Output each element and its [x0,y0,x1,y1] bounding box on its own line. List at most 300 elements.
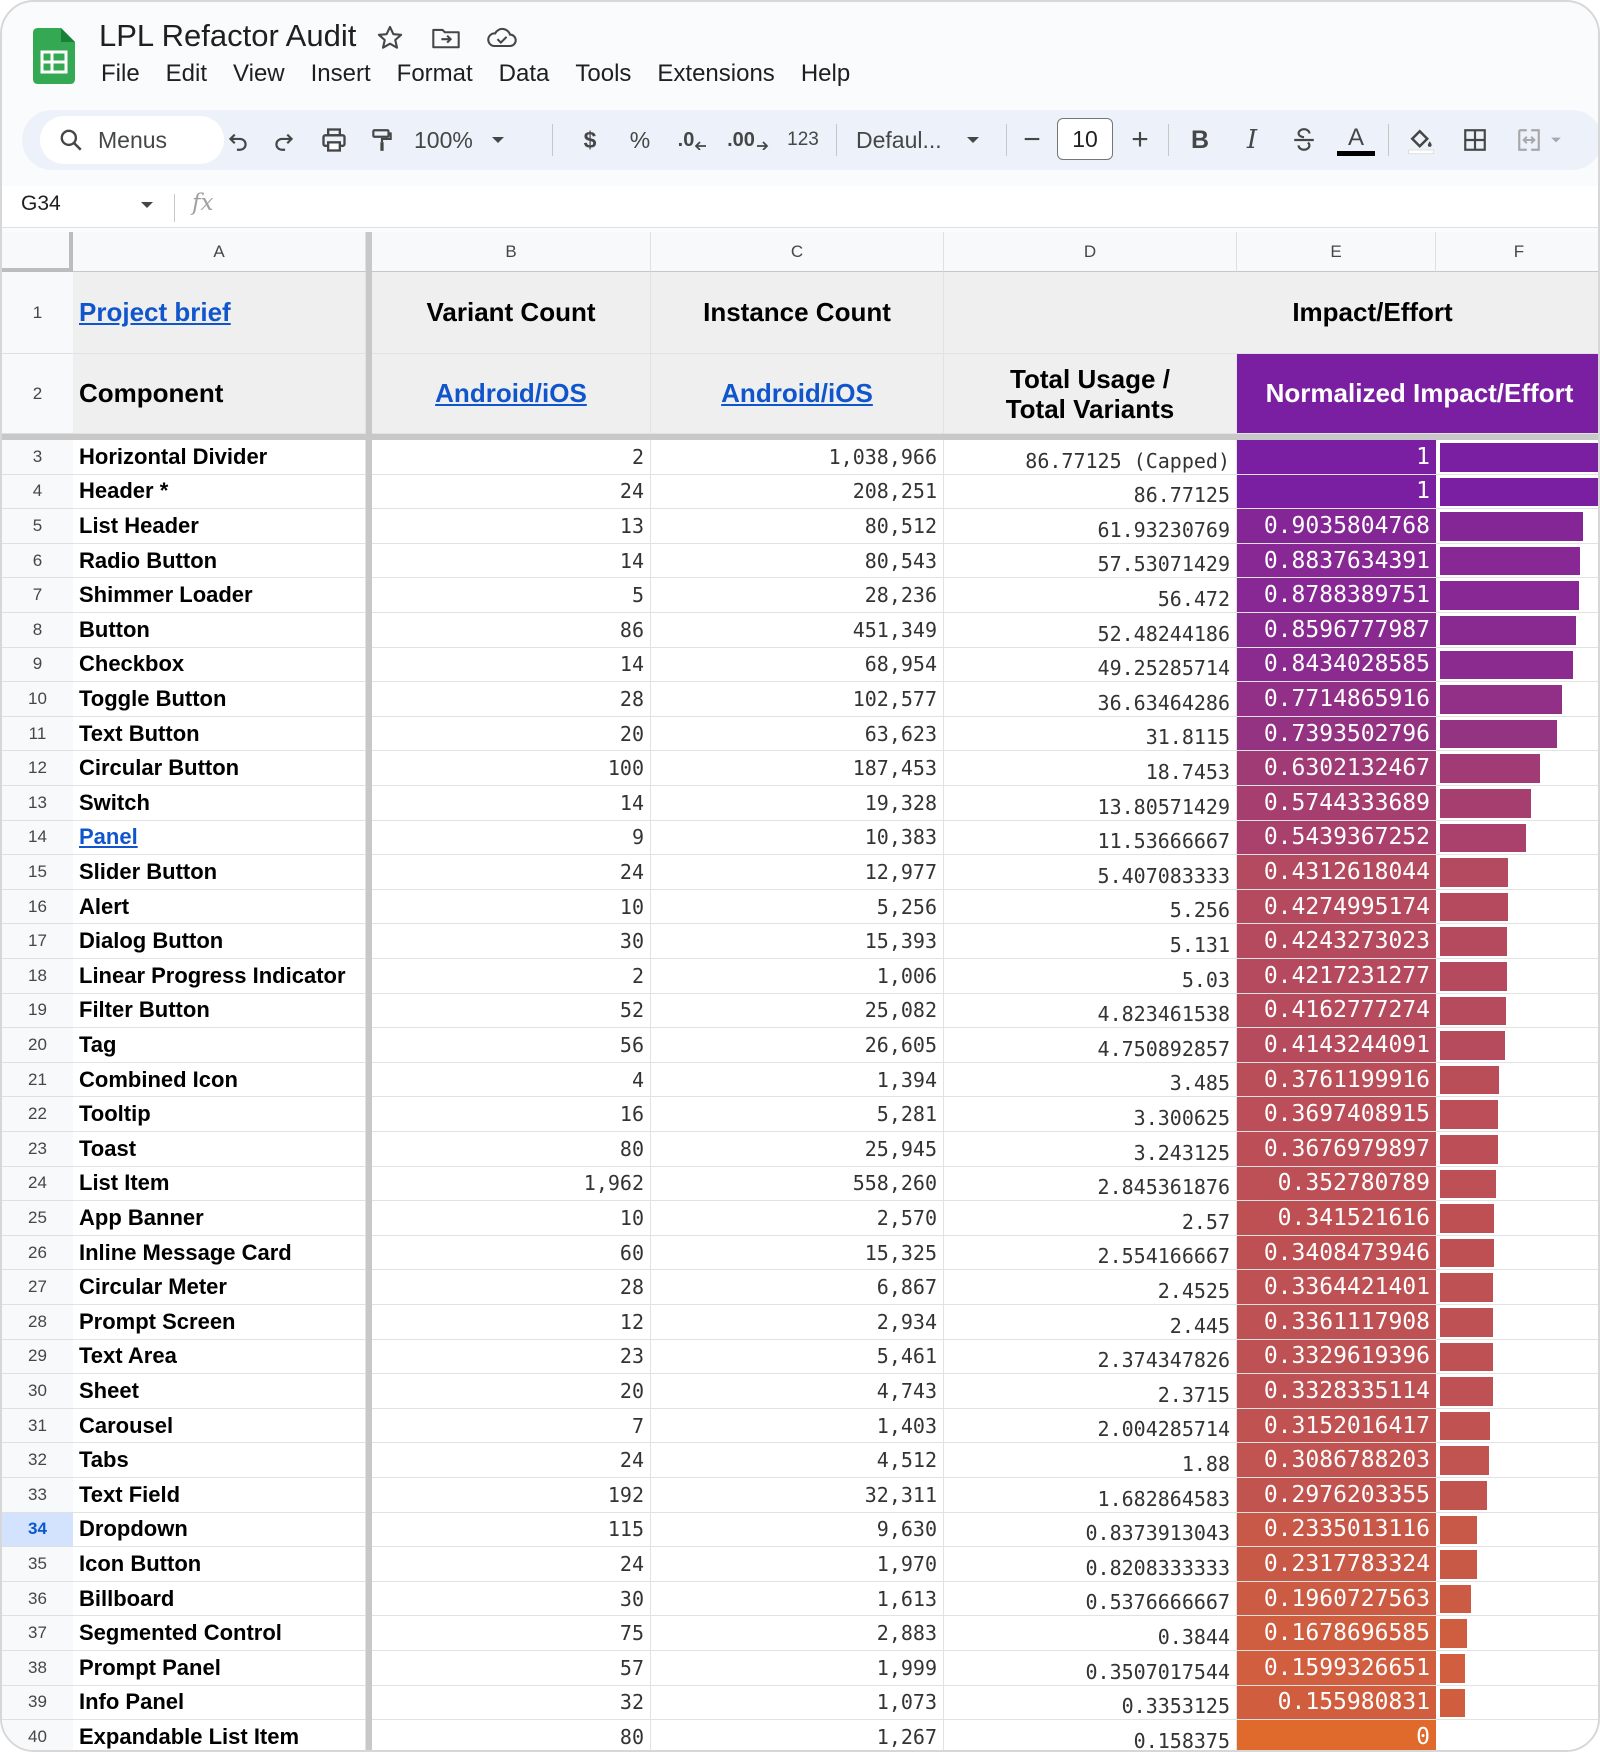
instance-count-cell[interactable]: 558,260 [651,1167,944,1202]
row-header[interactable]: 24 [2,1167,73,1202]
bar-cell[interactable] [1436,1236,1600,1271]
column-header-f[interactable]: F [1436,232,1600,272]
impact-effort-cell[interactable]: 56.472 [944,578,1237,613]
normalized-value-cell[interactable]: 0.4162777274 [1237,994,1436,1029]
instance-count-cell[interactable]: 1,267 [651,1720,944,1752]
bar-cell[interactable] [1436,1513,1600,1548]
component-cell[interactable] [73,613,366,648]
menu-help[interactable]: Help [800,60,851,87]
impact-effort-cell[interactable]: 5.03 [944,959,1237,994]
impact-effort-cell[interactable]: 4.750892857 [944,1028,1237,1063]
impact-effort-cell[interactable]: 5.131 [944,924,1237,959]
instance-count-cell[interactable]: 1,613 [651,1582,944,1617]
component-cell[interactable] [73,1686,366,1721]
normalized-value-cell[interactable]: 0.2335013116 [1237,1513,1436,1548]
component-cell[interactable] [73,1409,366,1444]
variant-count-cell[interactable]: 60 [372,1236,651,1271]
instance-count-cell[interactable]: 80,512 [651,509,944,544]
variant-count-cell[interactable]: 10 [372,890,651,925]
normalized-value-cell[interactable]: 0.3152016417 [1237,1409,1436,1444]
impact-effort-cell[interactable]: 36.63464286 [944,682,1237,717]
zoom-select[interactable] [414,118,524,162]
instance-count-cell[interactable]: 1,970 [651,1547,944,1582]
column-header-e[interactable]: E [1237,232,1436,272]
impact-effort-cell[interactable]: 0.3844 [944,1616,1237,1651]
bar-cell[interactable] [1436,1409,1600,1444]
instance-count-cell[interactable]: 1,038,966 [651,440,944,475]
row-header[interactable]: 14 [2,821,73,856]
project-brief-link-text[interactable]: Project brief [79,297,231,327]
menu-extensions[interactable]: Extensions [657,60,775,87]
instance-count-cell[interactable]: 102,577 [651,682,944,717]
bar-cell[interactable] [1436,1063,1600,1098]
row-header[interactable]: 21 [2,1063,73,1098]
row-header[interactable]: 35 [2,1547,73,1582]
normalized-value-cell[interactable]: 0.2976203355 [1237,1478,1436,1513]
variant-count-cell[interactable]: 9 [372,821,651,856]
normalized-value-cell[interactable]: 0.3364421401 [1237,1270,1436,1305]
variant-count-cell[interactable]: 24 [372,1547,651,1582]
impact-effort-cell[interactable]: 49.25285714 [944,648,1237,683]
variant-count-cell[interactable]: 20 [372,1374,651,1409]
menu-insert[interactable]: Insert [310,60,371,87]
row-header[interactable]: 15 [2,855,73,890]
column-header-b[interactable]: B [372,232,651,272]
normalized-value-cell[interactable]: 0.3676979897 [1237,1132,1436,1167]
column-header-c[interactable]: C [651,232,944,272]
variant-platform-link[interactable] [372,354,651,434]
font-family-select[interactable] [856,118,1016,162]
impact-effort-cell[interactable]: 2.4525 [944,1270,1237,1305]
instance-count-cell[interactable]: 25,945 [651,1132,944,1167]
variant-count-cell[interactable]: 2 [372,959,651,994]
impact-effort-cell[interactable]: 1.682864583 [944,1478,1237,1513]
row-header[interactable]: 26 [2,1236,73,1271]
bar-cell[interactable] [1436,1340,1600,1375]
instance-count-cell[interactable]: 5,461 [651,1340,944,1375]
normalized-value-cell[interactable]: 0.7714865916 [1237,682,1436,717]
variant-count-cell[interactable]: 80 [372,1132,651,1167]
name-box[interactable]: G34 [21,192,61,215]
component-cell[interactable] [73,717,366,752]
component-link[interactable]: Panel [79,824,138,850]
variant-count-cell[interactable]: 24 [372,1443,651,1478]
variant-count-cell[interactable]: 32 [372,1686,651,1721]
impact-effort-cell[interactable]: 61.93230769 [944,509,1237,544]
row-header[interactable]: 36 [2,1582,73,1617]
row-header[interactable]: 3 [2,440,73,475]
percent-format-button[interactable]: % [629,126,651,153]
instance-count-cell[interactable]: 63,623 [651,717,944,752]
normalized-value-cell[interactable]: 0.3761199916 [1237,1063,1436,1098]
row-header[interactable]: 30 [2,1374,73,1409]
bar-cell[interactable] [1436,855,1600,890]
component-cell[interactable] [73,1443,366,1478]
component-cell[interactable] [73,1097,366,1132]
component-cell[interactable] [73,509,366,544]
row-header[interactable]: 37 [2,1616,73,1651]
impact-effort-cell[interactable]: 5.407083333 [944,855,1237,890]
variant-platform-link-text[interactable]: Android/iOS [435,378,587,408]
normalized-value-cell[interactable]: 0.341521616 [1237,1201,1436,1236]
normalized-value-cell[interactable]: 0.8837634391 [1237,544,1436,579]
normalized-value-cell[interactable]: 0.4243273023 [1237,924,1436,959]
bar-cell[interactable] [1436,1547,1600,1582]
instance-count-cell[interactable]: 208,251 [651,475,944,510]
variant-count-cell[interactable]: 23 [372,1340,651,1375]
variant-count-cell[interactable]: 24 [372,855,651,890]
variant-count-cell[interactable]: 7 [372,1409,651,1444]
borders-icon[interactable] [1454,118,1496,162]
instance-count-cell[interactable]: 28,236 [651,578,944,613]
row-header[interactable]: 23 [2,1132,73,1167]
bar-cell[interactable] [1436,1167,1600,1202]
normalized-value-cell[interactable]: 0.3697408915 [1237,1097,1436,1132]
bar-cell[interactable] [1436,544,1600,579]
row-header[interactable]: 17 [2,924,73,959]
row-header[interactable]: 7 [2,578,73,613]
normalized-value-cell[interactable]: 0 [1237,1720,1436,1752]
row-header[interactable]: 18 [2,959,73,994]
row-header[interactable]: 16 [2,890,73,925]
formula-input[interactable] [232,192,1572,222]
text-color-button[interactable] [1334,118,1378,162]
row-header[interactable]: 5 [2,509,73,544]
bar-cell[interactable] [1436,1305,1600,1340]
row-header[interactable]: 12 [2,751,73,786]
component-cell[interactable] [73,475,366,510]
normalized-value-cell[interactable]: 1 [1237,475,1436,510]
instance-count-cell[interactable]: 80,543 [651,544,944,579]
component-cell[interactable] [73,1616,366,1651]
variant-count-cell[interactable]: 75 [372,1616,651,1651]
menu-edit[interactable]: Edit [165,60,208,87]
cloud-status-icon[interactable] [486,22,518,54]
row-header[interactable]: 28 [2,1305,73,1340]
impact-effort-cell[interactable]: 2.374347826 [944,1340,1237,1375]
normalized-value-cell[interactable]: 0.3086788203 [1237,1443,1436,1478]
row-header[interactable]: 34 [2,1513,73,1548]
star-icon[interactable] [374,22,406,54]
bar-cell[interactable] [1436,994,1600,1029]
impact-effort-cell[interactable]: 57.53071429 [944,544,1237,579]
bar-cell[interactable] [1436,1443,1600,1478]
menu-tools[interactable]: Tools [575,60,632,87]
normalized-value-cell[interactable]: 0.7393502796 [1237,717,1436,752]
row-header[interactable]: 2 [2,354,73,434]
bar-cell[interactable] [1436,682,1600,717]
variant-count-cell[interactable]: 115 [372,1513,651,1548]
impact-effort-cell[interactable]: 2.004285714 [944,1409,1237,1444]
bar-cell[interactable] [1436,1478,1600,1513]
row-header[interactable]: 29 [2,1340,73,1375]
variant-count-cell[interactable]: 28 [372,1270,651,1305]
normalized-value-cell[interactable]: 0.8596777987 [1237,613,1436,648]
normalized-value-cell[interactable]: 0.4143244091 [1237,1028,1436,1063]
document-title[interactable]: LPL Refactor Audit [99,18,357,53]
instance-count-cell[interactable]: 9,630 [651,1513,944,1548]
component-cell[interactable] [73,544,366,579]
component-cell[interactable] [73,1270,366,1305]
undo-icon[interactable] [218,118,258,162]
normalized-value-cell[interactable]: 0.6302132467 [1237,751,1436,786]
merge-cells-icon[interactable] [1504,118,1574,162]
variant-count-cell[interactable]: 2 [372,440,651,475]
instance-count-cell[interactable]: 2,883 [651,1616,944,1651]
row-header[interactable]: 27 [2,1270,73,1305]
normalized-value-cell[interactable]: 0.1678696585 [1237,1616,1436,1651]
variant-count-cell[interactable]: 80 [372,1720,651,1752]
normalized-value-cell[interactable]: 0.3329619396 [1237,1340,1436,1375]
instance-count-cell[interactable]: 15,393 [651,924,944,959]
bar-cell[interactable] [1436,1582,1600,1617]
instance-count-cell[interactable]: 4,512 [651,1443,944,1478]
impact-effort-cell[interactable]: 1.88 [944,1443,1237,1478]
row-header[interactable]: 10 [2,682,73,717]
instance-count-cell[interactable]: 26,605 [651,1028,944,1063]
normalized-value-cell[interactable]: 1 [1237,440,1436,475]
normalized-value-cell[interactable]: 0.8434028585 [1237,648,1436,683]
instance-platform-link[interactable] [651,354,944,434]
decrease-decimal-button[interactable] [670,118,716,162]
instance-count-cell[interactable]: 2,934 [651,1305,944,1340]
normalized-value-cell[interactable]: 0.8788389751 [1237,578,1436,613]
impact-effort-cell[interactable]: 2.3715 [944,1374,1237,1409]
variant-count-cell[interactable]: 14 [372,648,651,683]
bar-cell[interactable] [1436,1028,1600,1063]
strikethrough-icon[interactable] [1284,118,1324,162]
menu-view[interactable]: View [233,60,285,87]
variant-count-cell[interactable]: 5 [372,578,651,613]
normalized-value-cell[interactable]: 0.4312618044 [1237,855,1436,890]
instance-count-cell[interactable]: 5,256 [651,890,944,925]
bar-cell[interactable] [1436,578,1600,613]
variant-count-cell[interactable]: 52 [372,994,651,1029]
bar-cell[interactable] [1436,1651,1600,1686]
component-cell[interactable] [73,1582,366,1617]
component-cell[interactable] [73,994,366,1029]
row-header[interactable]: 8 [2,613,73,648]
instance-count-cell[interactable]: 187,453 [651,751,944,786]
menu-format[interactable]: Format [396,60,473,87]
fill-color-icon[interactable] [1400,118,1442,162]
component-cell[interactable] [73,1201,366,1236]
bar-cell[interactable] [1436,475,1600,510]
project-brief-link[interactable] [73,272,366,354]
select-all-corner[interactable] [2,232,73,272]
impact-effort-cell[interactable]: 31.8115 [944,717,1237,752]
normalized-value-cell[interactable]: 0.5439367252 [1237,821,1436,856]
instance-count-cell[interactable]: 1,006 [651,959,944,994]
more-formats-button[interactable]: 123 [787,129,819,150]
variant-count-cell[interactable]: 192 [372,1478,651,1513]
instance-count-cell[interactable]: 1,403 [651,1409,944,1444]
variant-count-cell[interactable]: 10 [372,1201,651,1236]
bar-cell[interactable] [1436,1132,1600,1167]
variant-count-cell[interactable]: 30 [372,1582,651,1617]
impact-effort-cell[interactable]: 3.485 [944,1063,1237,1098]
row-header[interactable]: 25 [2,1201,73,1236]
component-cell[interactable] [73,1478,366,1513]
move-folder-icon[interactable] [430,22,462,54]
font-size-input[interactable]: 10 [1057,118,1113,160]
normalized-value-cell[interactable]: 0.155980831 [1237,1686,1436,1721]
normalized-value-cell[interactable]: 0.5744333689 [1237,786,1436,821]
impact-effort-cell[interactable]: 0.3353125 [944,1686,1237,1721]
component-cell[interactable] [73,1513,366,1548]
normalized-value-cell[interactable]: 0.352780789 [1237,1167,1436,1202]
row-header[interactable]: 4 [2,475,73,510]
impact-effort-cell[interactable]: 0.158375 [944,1720,1237,1752]
component-cell[interactable] [73,751,366,786]
print-icon[interactable] [312,118,356,162]
variant-count-cell[interactable]: 14 [372,544,651,579]
component-cell[interactable] [73,1236,366,1271]
impact-effort-cell[interactable]: 13.80571429 [944,786,1237,821]
row-header[interactable]: 6 [2,544,73,579]
row-header[interactable]: 22 [2,1097,73,1132]
component-cell[interactable] [73,924,366,959]
bar-cell[interactable] [1436,1097,1600,1132]
impact-effort-cell[interactable]: 4.823461538 [944,994,1237,1029]
bar-cell[interactable] [1436,786,1600,821]
increase-decimal-button[interactable] [722,118,774,162]
variant-count-cell[interactable]: 86 [372,613,651,648]
currency-format-button[interactable]: $ [583,126,597,153]
instance-count-cell[interactable]: 1,999 [651,1651,944,1686]
bar-cell[interactable] [1436,821,1600,856]
bar-cell[interactable] [1436,1720,1600,1752]
column-header-d[interactable]: D [944,232,1237,272]
bar-cell[interactable] [1436,751,1600,786]
normalized-value-cell[interactable]: 0.9035804768 [1237,509,1436,544]
menu-data[interactable]: Data [498,60,550,87]
component-cell[interactable] [73,855,366,890]
bold-button[interactable]: B [1190,125,1210,154]
bar-cell[interactable] [1436,440,1600,475]
bar-cell[interactable] [1436,1686,1600,1721]
row-header[interactable]: 38 [2,1651,73,1686]
instance-count-cell[interactable]: 12,977 [651,855,944,890]
impact-effort-cell[interactable]: 2.845361876 [944,1167,1237,1202]
component-cell[interactable] [73,1028,366,1063]
row-header[interactable]: 40 [2,1720,73,1752]
variant-count-cell[interactable]: 30 [372,924,651,959]
component-cell[interactable] [73,786,366,821]
bar-cell[interactable] [1436,1374,1600,1409]
bar-cell[interactable] [1436,1201,1600,1236]
variant-count-cell[interactable]: 12 [372,1305,651,1340]
variant-count-cell[interactable]: 57 [372,1651,651,1686]
variant-count-cell[interactable]: 14 [372,786,651,821]
bar-cell[interactable] [1436,648,1600,683]
impact-effort-cell[interactable]: 52.48244186 [944,613,1237,648]
normalized-value-cell[interactable]: 0.1960727563 [1237,1582,1436,1617]
instance-count-cell[interactable]: 4,743 [651,1374,944,1409]
menu-file[interactable]: File [101,60,140,87]
impact-effort-cell[interactable]: 2.445 [944,1305,1237,1340]
spreadsheet-grid[interactable] [2,232,1600,1752]
component-cell[interactable] [73,821,366,856]
row-header[interactable]: 1 [2,272,73,354]
instance-count-cell[interactable]: 68,954 [651,648,944,683]
bar-cell[interactable] [1436,890,1600,925]
component-cell[interactable] [73,648,366,683]
bar-cell[interactable] [1436,717,1600,752]
row-header[interactable]: 33 [2,1478,73,1513]
instance-count-cell[interactable]: 15,325 [651,1236,944,1271]
row-header[interactable]: 19 [2,994,73,1029]
normalized-value-cell[interactable]: 0.3328335114 [1237,1374,1436,1409]
variant-count-cell[interactable]: 1,962 [372,1167,651,1202]
impact-effort-cell[interactable]: 2.554166667 [944,1236,1237,1271]
row-header[interactable]: 13 [2,786,73,821]
redo-icon[interactable] [264,118,304,162]
component-cell[interactable] [73,890,366,925]
normalized-value-cell[interactable]: 0.1599326651 [1237,1651,1436,1686]
normalized-value-cell[interactable]: 0.3408473946 [1237,1236,1436,1271]
instance-platform-link-text[interactable]: Android/iOS [721,378,873,408]
bar-cell[interactable] [1436,509,1600,544]
normalized-value-cell[interactable]: 0.4274995174 [1237,890,1436,925]
impact-effort-cell[interactable]: 86.77125 (Capped) [944,440,1237,475]
bar-cell[interactable] [1436,613,1600,648]
search-menus-button[interactable] [40,116,224,164]
instance-count-cell[interactable]: 2,570 [651,1201,944,1236]
component-cell[interactable] [73,1651,366,1686]
variant-count-cell[interactable]: 28 [372,682,651,717]
impact-effort-cell[interactable]: 5.256 [944,890,1237,925]
increase-font-size-button[interactable]: + [1131,123,1149,156]
component-cell[interactable] [73,1132,366,1167]
instance-count-cell[interactable]: 451,349 [651,613,944,648]
impact-effort-cell[interactable]: 0.5376666667 [944,1582,1237,1617]
impact-effort-cell[interactable]: 0.8208333333 [944,1547,1237,1582]
row-header[interactable]: 11 [2,717,73,752]
instance-count-cell[interactable]: 1,394 [651,1063,944,1098]
row-header[interactable]: 32 [2,1443,73,1478]
impact-effort-cell[interactable]: 11.53666667 [944,821,1237,856]
instance-count-cell[interactable]: 5,281 [651,1097,944,1132]
component-cell[interactable] [73,1063,366,1098]
impact-effort-cell[interactable]: 18.7453 [944,751,1237,786]
instance-count-cell[interactable]: 25,082 [651,994,944,1029]
instance-count-cell[interactable]: 19,328 [651,786,944,821]
impact-effort-cell[interactable]: 2.57 [944,1201,1237,1236]
impact-effort-cell[interactable]: 0.3507017544 [944,1651,1237,1686]
variant-count-cell[interactable]: 13 [372,509,651,544]
variant-count-cell[interactable]: 4 [372,1063,651,1098]
normalized-value-cell[interactable]: 0.2317783324 [1237,1547,1436,1582]
normalized-value-cell[interactable]: 0.4217231277 [1237,959,1436,994]
component-cell[interactable] [73,1720,366,1752]
normalized-value-cell[interactable]: 0.3361117908 [1237,1305,1436,1340]
variant-count-cell[interactable]: 100 [372,751,651,786]
impact-effort-cell[interactable]: 3.243125 [944,1132,1237,1167]
variant-count-cell[interactable]: 16 [372,1097,651,1132]
sheets-logo-icon[interactable] [33,28,75,84]
instance-count-cell[interactable]: 10,383 [651,821,944,856]
component-cell[interactable] [73,1547,366,1582]
variant-count-cell[interactable]: 24 [372,475,651,510]
bar-cell[interactable] [1436,959,1600,994]
row-header[interactable]: 39 [2,1686,73,1721]
instance-count-cell[interactable]: 6,867 [651,1270,944,1305]
chevron-down-icon[interactable] [140,200,154,210]
instance-count-cell[interactable]: 1,073 [651,1686,944,1721]
bar-cell[interactable] [1436,1270,1600,1305]
impact-effort-cell[interactable]: 3.300625 [944,1097,1237,1132]
